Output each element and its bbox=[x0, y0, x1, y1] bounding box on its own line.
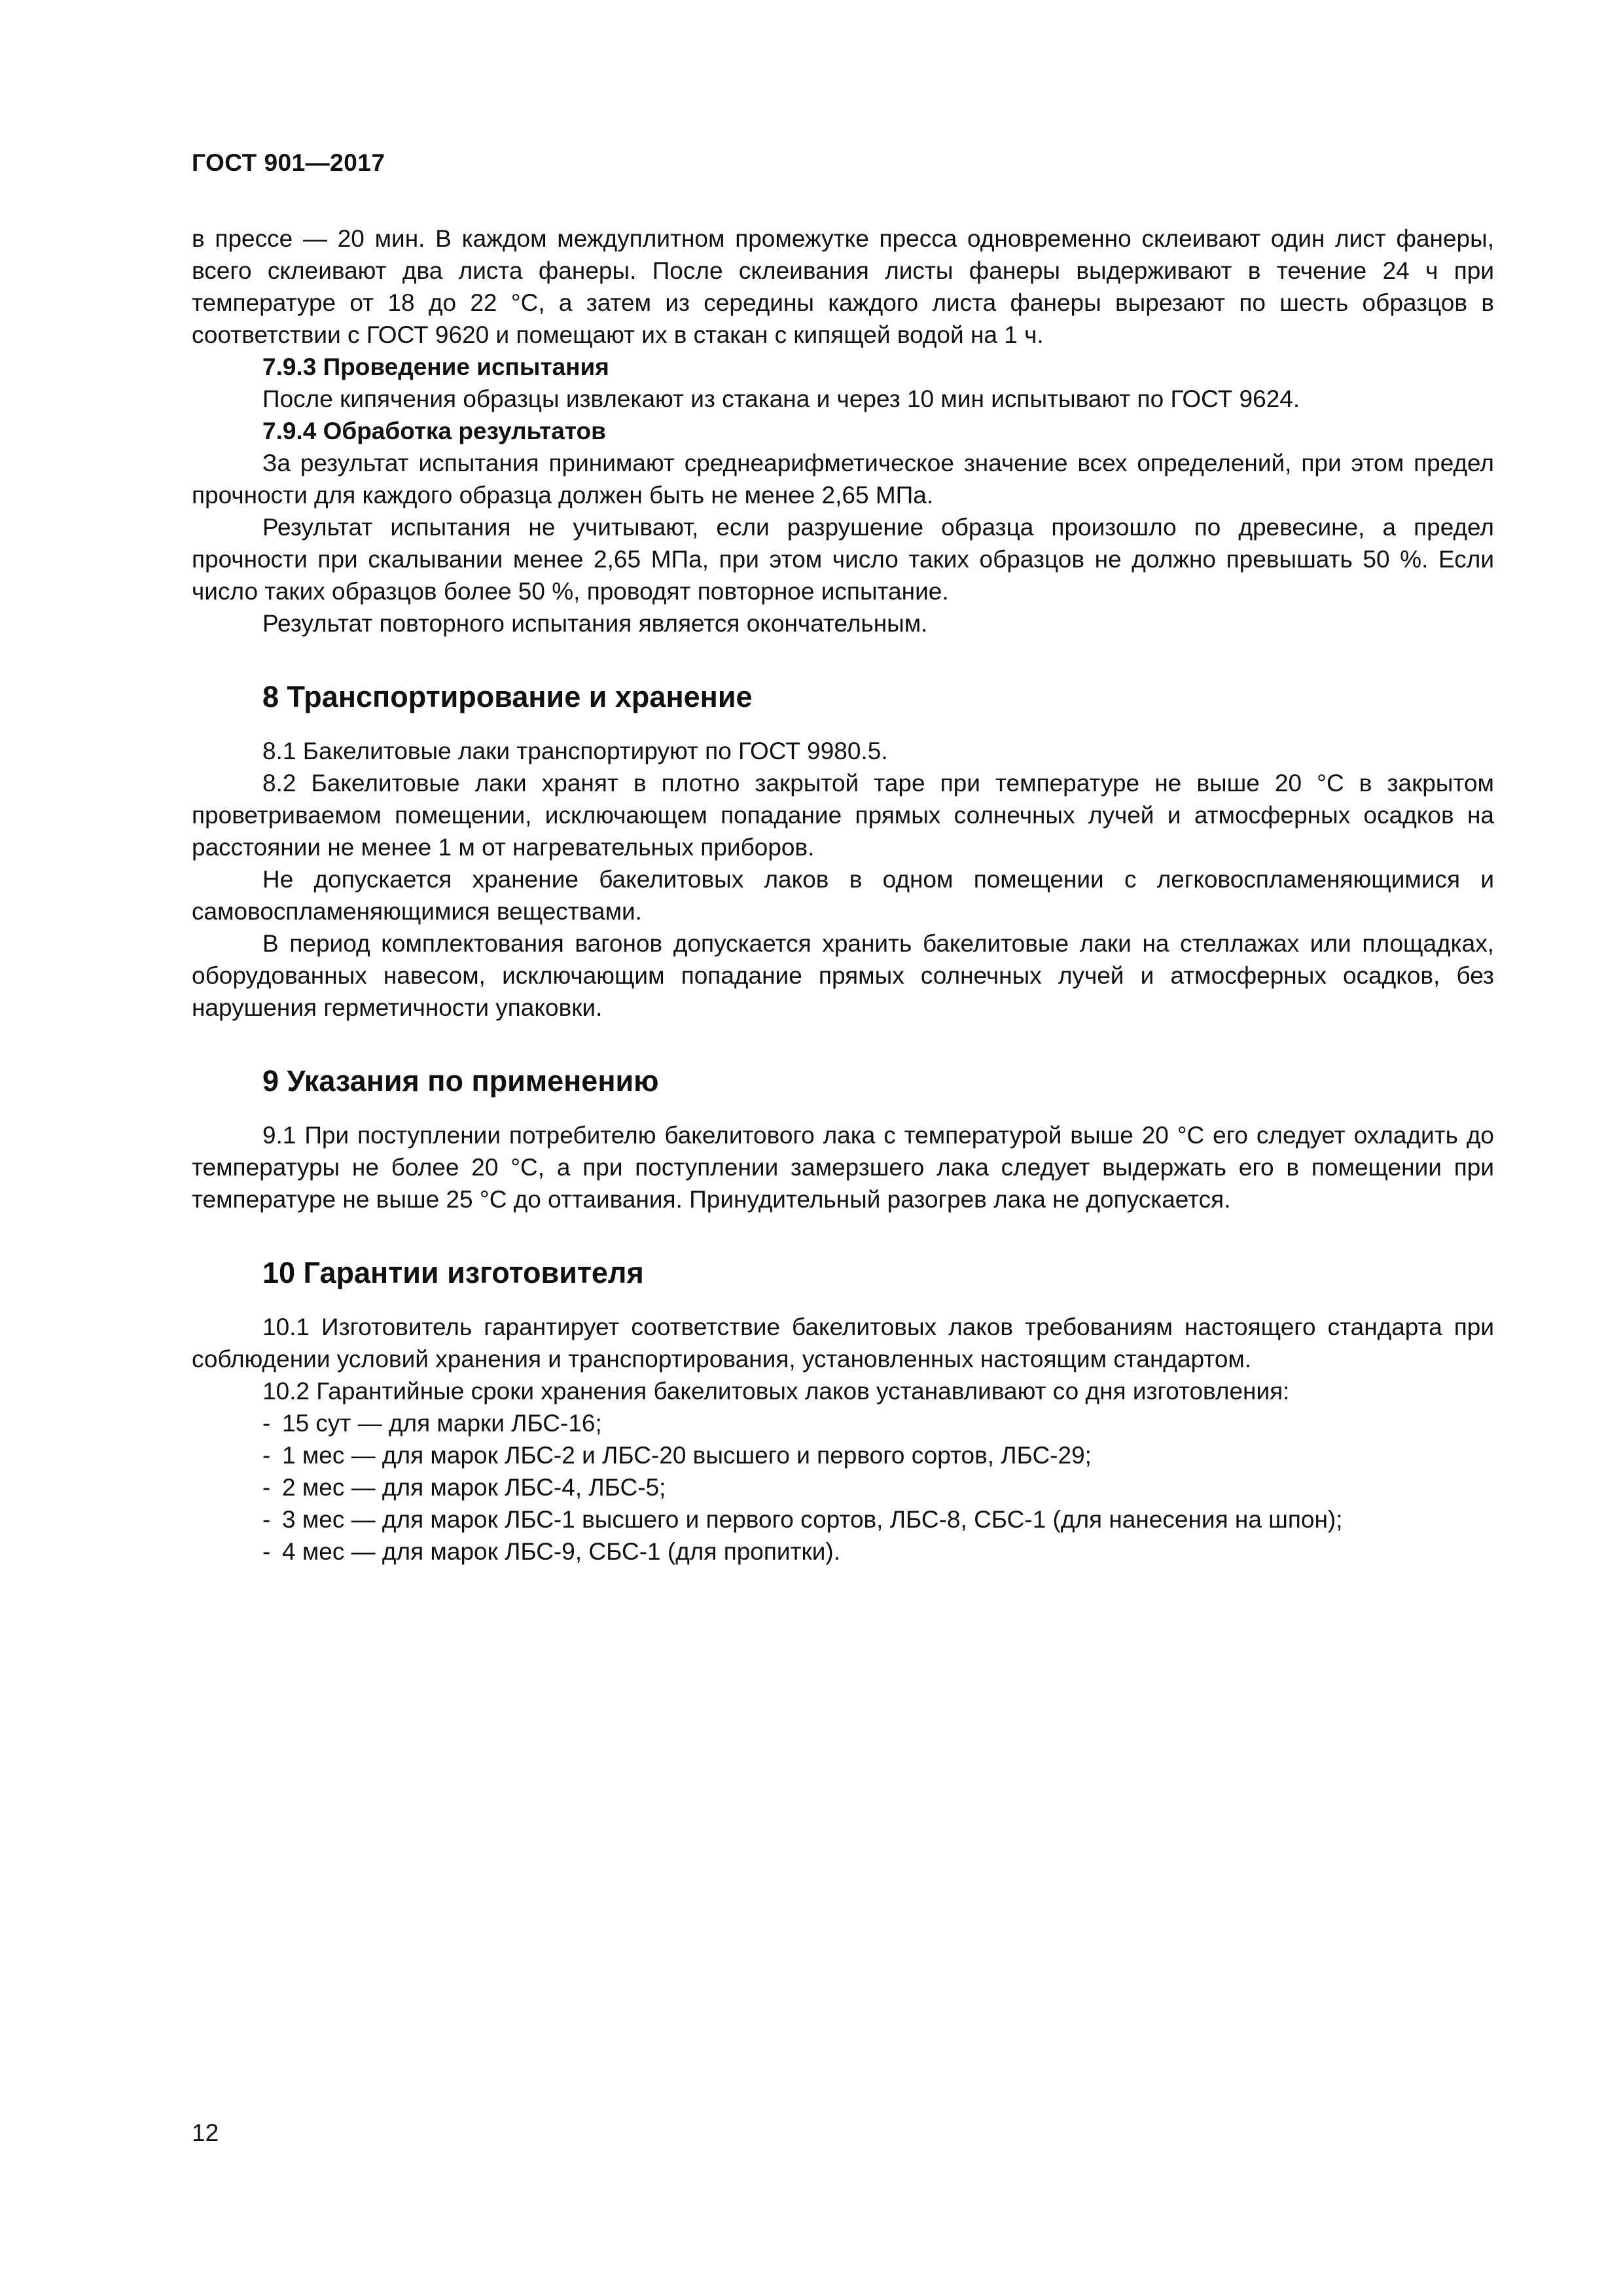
section-heading-10: 10 Гарантии изготовителя bbox=[262, 1256, 644, 1289]
list-item-text: 3 мес — для марок ЛБС-1 высшего и первого сортов, ЛБС-8, СБС-1 (для нанесения на шпон); bbox=[282, 1506, 1343, 1533]
list-item bbox=[262, 1439, 1494, 1471]
paragraph: Не допускается хранение бакелитовых лаков в одном помещении с легковоспламеняющимися и самовоспламеняющимися веществами. bbox=[192, 866, 1494, 925]
list-dash: - bbox=[262, 1410, 271, 1437]
list-dash: - bbox=[262, 1538, 271, 1565]
warranty-period-list bbox=[192, 1407, 1494, 1568]
list-item bbox=[262, 1535, 1494, 1568]
paragraph: После кипячения образцы извлекают из стакана и через 10 мин испытывают по ГОСТ 9624. bbox=[262, 386, 1300, 412]
section-heading-9: 9 Указания по применению bbox=[262, 1064, 659, 1098]
section-heading-8: 8 Транспортирование и хранение bbox=[262, 680, 753, 713]
document-body bbox=[192, 223, 1494, 1568]
paragraph: В период комплектования вагонов допускается хранить бакелитовые лаки на стеллажах или площадках, оборудованных навесом, исключающим попадание прямых солнечных лучей и атмосферных осадков, без нарушения герметичности упаковки. bbox=[192, 930, 1494, 1021]
subsection-heading-7-9-4: 7.9.4 Обработка результатов bbox=[262, 418, 606, 444]
subsection-heading-7-9-3: 7.9.3 Проведение испытания bbox=[262, 353, 609, 380]
paragraph: 10.2 Гарантийные сроки хранения бакелитовых лаков устанавливают со дня изготовления: bbox=[262, 1378, 1290, 1405]
continued-paragraph: в прессе — 20 мин. В каждом междуплитном промежутке пресса одновременно склеивают один лист фанеры, всего склеивают два листа фанеры. После склеивания листы фанеры выдерживают в течение 24 ч при температуре от 18 до 22 °С, а затем из середины каждого листа фанеры вырезают по шесть образцов в соответствии с ГОСТ 9620 и помещают их в стакан с кипящей водой на 1 ч. bbox=[192, 225, 1494, 348]
document-code-header: ГОСТ 901—2017 bbox=[192, 149, 385, 176]
paragraph: 9.1 При поступлении потребителю бакелитового лака с температурой выше 20 °С его следует охладить до температуры не более 20 °С, а при поступлении замерзшего лака следует выдержать его в помещении при температуре не выше 25 °С до оттаивания. Принудительный разогрев лака не допускается. bbox=[192, 1122, 1494, 1213]
list-item-text: 15 сут — для марки ЛБС-16; bbox=[282, 1410, 602, 1437]
list-dash: - bbox=[262, 1442, 271, 1469]
paragraph: 8.2 Бакелитовые лаки хранят в плотно закрытой таре при температуре не выше 20 °С в закрытом проветриваемом помещении, исключающем попадание прямых солнечных лучей и атмосферных осадков на расстоянии не менее 1 м от нагревательных приборов. bbox=[192, 770, 1494, 861]
page-number: 12 bbox=[192, 2119, 219, 2146]
list-dash: - bbox=[262, 1506, 271, 1533]
list-item-text: 2 мес — для марок ЛБС-4, ЛБС-5; bbox=[282, 1474, 666, 1501]
list-item bbox=[262, 1407, 1494, 1439]
list-item bbox=[262, 1471, 1494, 1503]
list-item bbox=[262, 1503, 1494, 1535]
paragraph: Результат повторного испытания является окончательным. bbox=[262, 610, 928, 637]
paragraph: Результат испытания не учитывают, если разрушение образца произошло по древесине, а предел прочности при скалывании менее 2,65 МПа, при этом число таких образцов не должно превышать 50 %. Если число таких образцов более 50 %, проводят повторное испытание. bbox=[192, 514, 1494, 605]
list-item-text: 1 мес — для марок ЛБС-2 и ЛБС-20 высшего и первого сортов, ЛБС-29; bbox=[282, 1442, 1092, 1469]
list-dash: - bbox=[262, 1474, 271, 1501]
paragraph: За результат испытания принимают среднеарифметическое значение всех определений, при этом предел прочности для каждого образца должен быть не менее 2,65 МПа. bbox=[192, 450, 1494, 509]
paragraph: 10.1 Изготовитель гарантирует соответствие бакелитовых лаков требованиям настоящего стандарта при соблюдении условий хранения и транспортирования, установленных настоящим стандартом. bbox=[192, 1314, 1494, 1372]
list-item-text: 4 мес — для марок ЛБС-9, СБС-1 (для пропитки). bbox=[282, 1538, 840, 1565]
paragraph: 8.1 Бакелитовые лаки транспортируют по ГОСТ 9980.5. bbox=[262, 738, 888, 764]
